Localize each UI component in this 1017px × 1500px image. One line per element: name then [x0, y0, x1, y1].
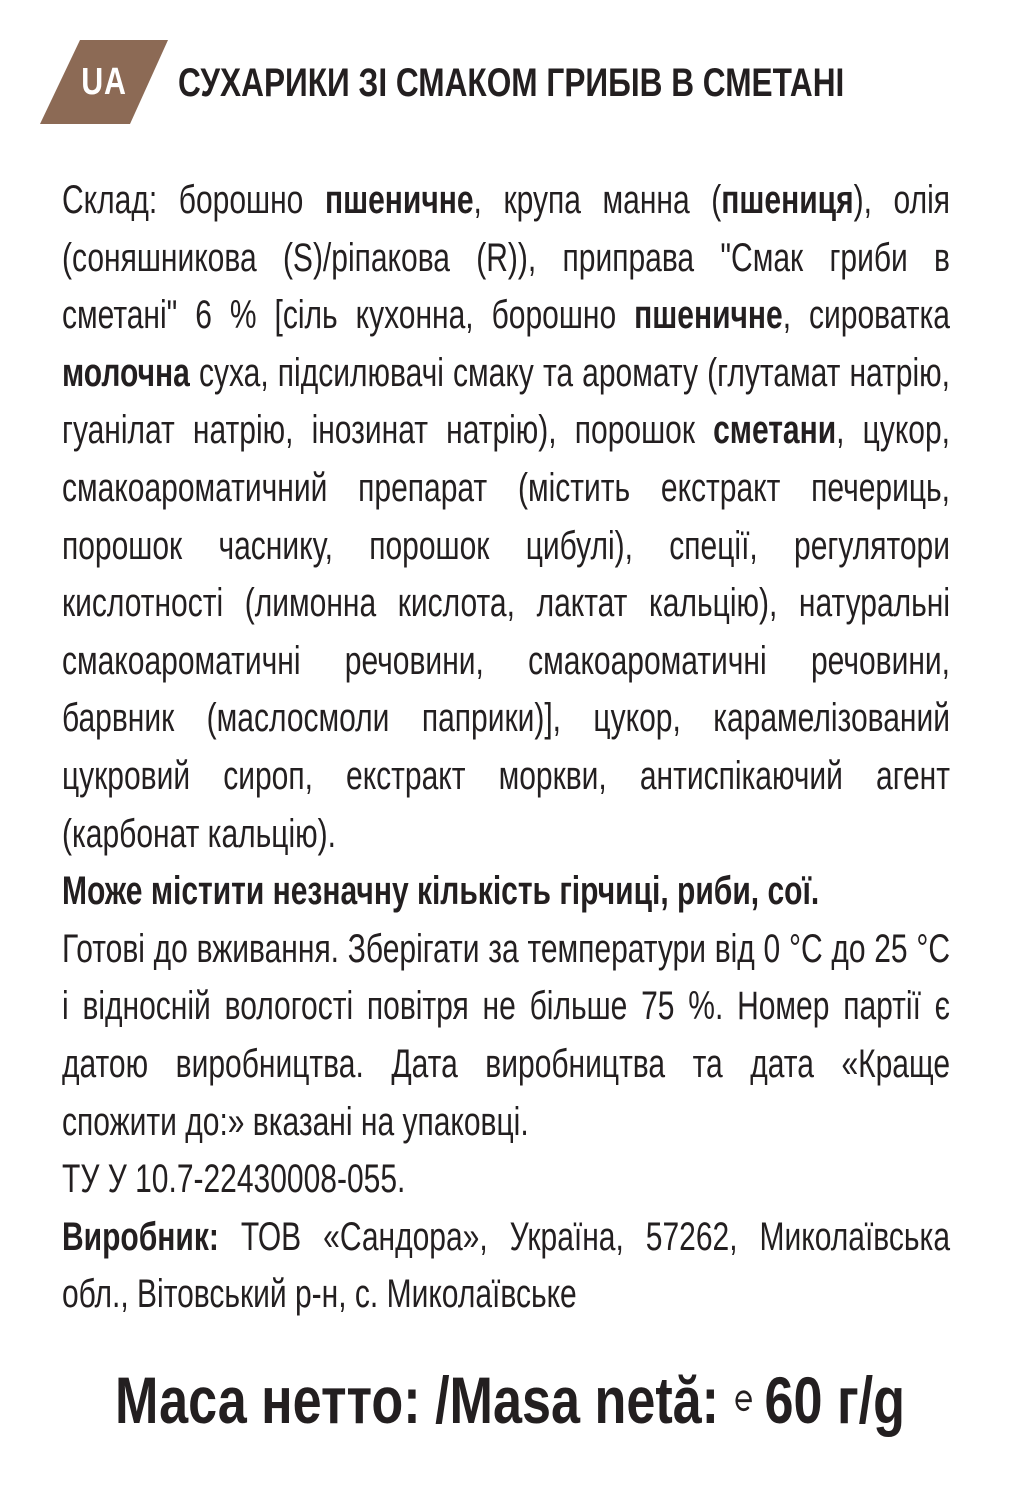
label-body: [62, 172, 950, 1324]
manufacturer-label: Виробник:: [62, 1214, 219, 1259]
language-badge: [40, 40, 168, 124]
allergen-highlight: пшеничне: [324, 178, 474, 222]
allergen-warning-text: Може містити незначну кількість гірчиці, риби, сої.: [62, 869, 820, 914]
standard-code: ТУ У 10.7-22430008-055.: [62, 1157, 406, 1202]
manufacturer-text: ТОВ «Сандора», Україна, 57262, Миколаївська обл., Вітовський р-н, с. Миколаївське: [62, 1214, 950, 1317]
allergen-highlight: молочна: [62, 350, 190, 395]
composition-text: , сироватка: [782, 293, 950, 338]
composition-text: , цукор, смакоароматичний препарат (містить екстракт печериць, порошок часнику, порошок цибулі), спеції, регулятори кислотності (лимонна кислота, лактат кальцію), натуральні смакоароматичні речовини, смакоароматичні речовини, барвник (маслосмоли паприки)], цукор, карамелізований цукровий сироп, екстракт моркви, антиспікаючий агент (карбонат кальцію).: [62, 408, 950, 856]
language-badge-label: UA: [81, 60, 127, 103]
storage-paragraph: Готові до вживання. Зберігати за температури від 0 °С до 25 °С і відносній вологості повітря не більше 75 %. Номер партії є датою виробництва. Дата виробництва та дата «Краще спожити до:» вказані на упаковці.: [62, 926, 950, 1144]
allergen-warning: [62, 863, 950, 921]
allergen-highlight: пшеничне: [634, 293, 783, 338]
product-title: СУХАРИКИ ЗІ СМАКОМ ГРИБІВ В СМЕТАНІ: [178, 61, 845, 105]
allergen-highlight: сметани: [713, 408, 837, 453]
manufacturer-paragraph: [62, 1209, 950, 1324]
allergen-highlight: пшениця: [721, 178, 854, 222]
net-weight-value: 60 г/g: [764, 1363, 905, 1437]
composition-text: ), олія (соняшникова (S)/ріпакова (R)), приправа "Смак гриби в сметані" 6 % [сіль кухонна, борошно: [62, 178, 950, 338]
composition-text: суха, підсилювачі смаку та аромату (глутамат натрію, гуанілат натрію, інозинат натрію), порошок: [62, 350, 950, 453]
composition-text: , крупа манна (: [473, 178, 722, 222]
composition-text: Склад: борошно: [62, 178, 325, 222]
composition-paragraph: [62, 172, 950, 863]
net-weight-label: Маса нетто: /Masa netă:: [115, 1363, 720, 1437]
net-weight: [115, 1360, 905, 1440]
estimated-sign-icon: [733, 1360, 753, 1440]
